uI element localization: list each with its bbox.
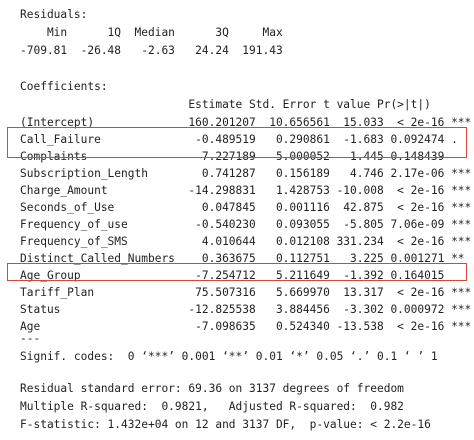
residuals-quantile-values: -709.81 -26.48 -2.63 24.24 191.43 (20, 44, 283, 57)
coefficient-row-call-failure: Call_Failure -0.489519 0.290861 -1.683 0.092474 . (20, 133, 458, 146)
coefficient-row-tariff-plan: Tariff_Plan 75.507316 5.669970 13.317 < 2e-16 *** (20, 286, 472, 299)
separator-line: --- (20, 332, 41, 345)
coefficient-row-complaints: Complaints 7.227189 5.000052 1.445 0.148439 (20, 150, 445, 163)
coefficient-row-subscription-length: Subscription_Length 0.741287 0.156189 4.746 2.17e-06 *** (20, 167, 472, 180)
coefficient-row-status: Status -12.825538 3.884456 -3.302 0.000972 *** (20, 303, 472, 316)
signif-codes-legend: Signif. codes: 0 ‘***’ 0.001 ‘**’ 0.01 ‘*’ 0.05 ‘.’ 0.1 ‘ ’ 1 (20, 350, 438, 363)
coefficient-row-intercept: (Intercept) 160.201207 10.656561 15.033 < 2e-16 *** (20, 116, 472, 129)
f-statistic-line: F-statistic: 1.432e+04 on 12 and 3137 DF, p-value: < 2.2e-16 (20, 418, 431, 431)
coefficient-row-frequency-of-use: Frequency_of_use -0.540230 0.093055 -5.805 7.06e-09 *** (20, 218, 472, 231)
residual-standard-error: Residual standard error: 69.36 on 3137 degrees of freedom (20, 382, 404, 395)
residuals-quantile-header: Min 1Q Median 3Q Max (20, 26, 283, 39)
coefficient-row-charge-amount: Charge_Amount -14.298831 1.428753 -10.008 < 2e-16 *** (20, 184, 472, 197)
highlight-box-age-group (7, 263, 467, 281)
highlight-box-call-failure-complaints (7, 127, 467, 158)
coefficient-row-distinct-called-numbers: Distinct_Called_Numbers 0.363675 0.112751 3.225 0.001271 ** (20, 252, 465, 265)
coefficient-row-frequency-of-sms: Frequency_of_SMS 4.010644 0.012108 331.234 < 2e-16 *** (20, 235, 472, 248)
coefficient-row-age-group: Age_Group -7.254712 5.211649 -1.392 0.164015 (20, 269, 445, 282)
coefficient-row-seconds-of-use: Seconds_of_Use 0.047845 0.001116 42.875 < 2e-16 *** (20, 201, 472, 214)
coefficients-column-header: Estimate Std. Error t value Pr(>|t|) (20, 98, 431, 111)
residuals-heading: Residuals: (20, 8, 88, 21)
coefficient-row-age: Age -7.098635 0.524340 -13.538 < 2e-16 *** (20, 320, 472, 333)
r-squared-line: Multiple R-squared: 0.9821, Adjusted R-squared: 0.982 (20, 400, 404, 413)
coefficients-heading: Coefficients: (20, 80, 108, 93)
